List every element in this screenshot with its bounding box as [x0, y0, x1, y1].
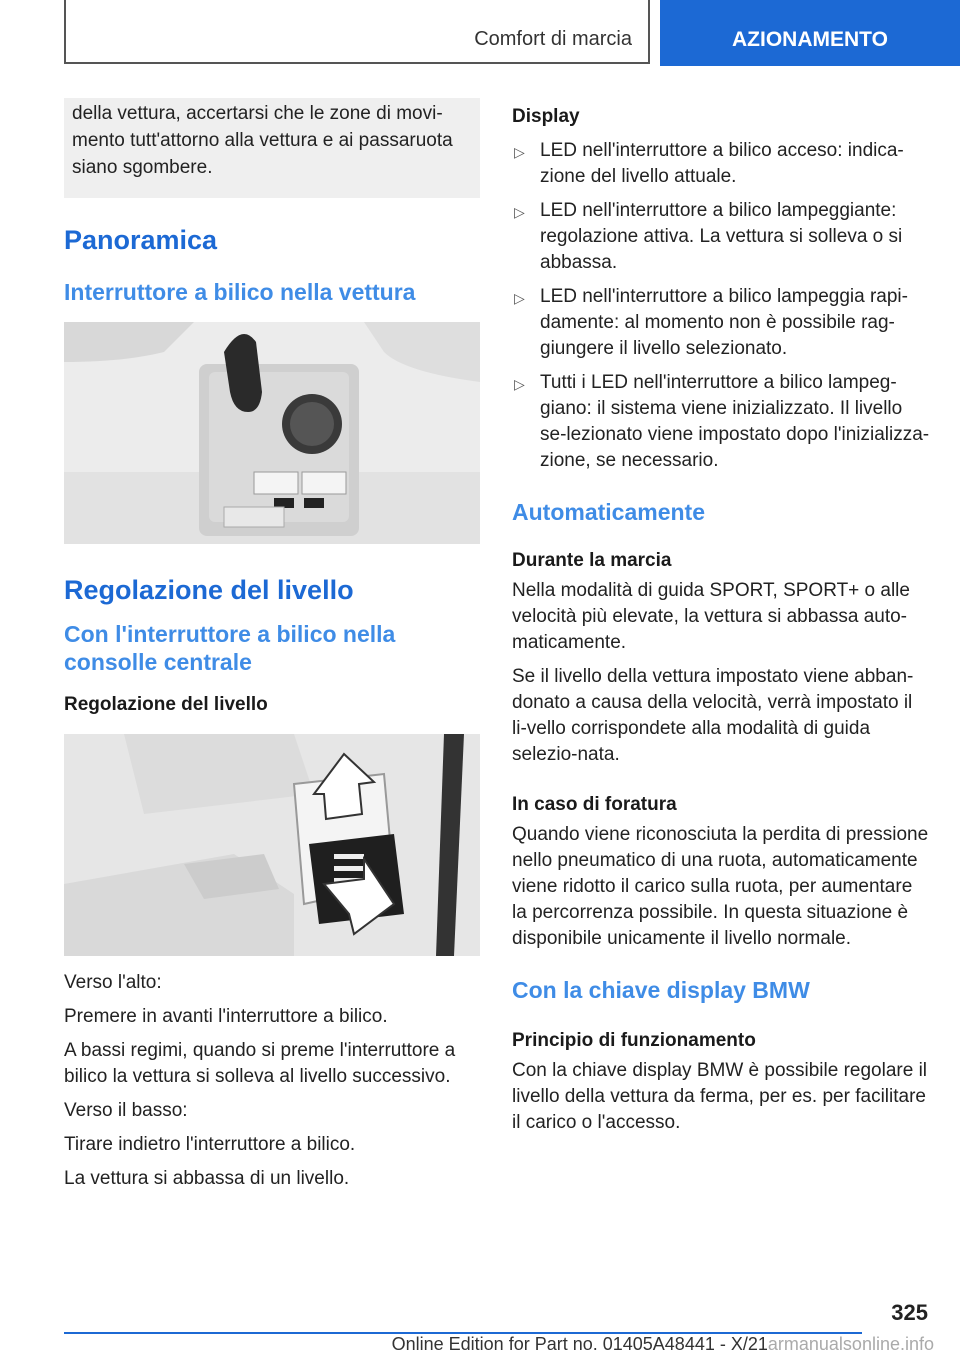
rocker-switch-illustration	[64, 734, 480, 956]
console-overview-image	[64, 322, 480, 544]
edition-footer	[0, 1334, 934, 1355]
para-bassi-regimi: A bassi regimi, quando si preme l'interruttore a bilico la vettura si solleva al livello successivo.	[64, 1040, 456, 1087]
rocker-switch-image	[64, 734, 480, 956]
page-header	[0, 0, 960, 66]
para-si-abbassa: La vettura si abbassa di un livello.	[64, 1168, 350, 1189]
para-verso-alto: Verso l'alto:	[64, 972, 162, 993]
list-item: ▷ LED nell'interruttore a bilico lampeggia rapi-damente: al momento non è possibile rag-giungere il livello selezionato.	[514, 286, 908, 359]
para-principio: Con la chiave display BMW è possibile regolare il livello della vettura da ferma, per es. per facilitare il carico o l'accesso.	[512, 1060, 928, 1133]
para-tirare-indietro: Tirare indietro l'interruttore a bilico.	[64, 1134, 356, 1155]
list-item: ▷ LED nell'interruttore a bilico acceso: indica-zione del livello attuale.	[514, 140, 904, 187]
triangle-bullet-icon: ▷	[514, 144, 525, 160]
heading-regolazione-livello: Regolazione del livello	[64, 575, 354, 605]
subheading-foratura: In caso di foratura	[512, 794, 677, 815]
para-premere-avanti: Premere in avanti l'interruttore a bilico.	[64, 1006, 388, 1027]
heading-con-interruttore: Con l'interruttore a bilico nella consolle centrale	[64, 621, 396, 675]
para-durante-2: Se il livello della vettura impostato viene abban-donato a causa della velocità, verrà impostato il li-vello corrispondete alla modalità di guida selezio-nata.	[512, 666, 914, 765]
para-foratura: Quando viene riconosciuta la perdita di pressione nello pneumatico di una ruota, automaticamente viene ridotto il carico sulla ruota, per aumentare la percorrenza possibile. In questa situazione è disponibile unicamente il livello normale.	[512, 824, 929, 949]
console-overview-illustration	[64, 322, 480, 544]
subheading-principio: Principio di funzionamento	[512, 1030, 756, 1051]
heading-automaticamente: Automaticamente	[512, 499, 705, 525]
heading-interruttore-vettura: Interruttore a bilico nella vettura	[64, 279, 416, 305]
left-column	[64, 98, 480, 1192]
display-list	[512, 138, 932, 474]
list-item: ▷ LED nell'interruttore a bilico lampeggiante: regolazione attiva. La vettura si solleva o si abbassa.	[514, 200, 903, 273]
left-body-text	[64, 970, 480, 1192]
triangle-bullet-icon: ▷	[514, 204, 525, 220]
header-chapter-label: AZIONAMENTO	[732, 28, 888, 51]
heading-chiave-display: Con la chiave display BMW	[512, 977, 810, 1003]
triangle-bullet-icon: ▷	[514, 290, 525, 306]
subheading-durante-marcia: Durante la marcia	[512, 550, 672, 571]
list-item: ▷ Tutti i LED nell'interruttore a bilico lampeg-giano: il sistema viene inizializzato. Il livello se-lezionato viene impostato dopo l'inizializza-zione, se necessario.	[514, 372, 930, 471]
subheading-regolazione-livello: Regolazione del livello	[64, 694, 268, 715]
watermark-text: armanualsonline.info	[767, 1334, 934, 1354]
header-section-title: Comfort di marcia	[474, 28, 632, 50]
warning-note: della vettura, accertarsi che le zone di movi-mento tutt'attorno alla vettura e ai passaruota siano sgombere.	[64, 98, 480, 198]
heading-panoramica: Panoramica	[64, 225, 218, 255]
triangle-bullet-icon: ▷	[514, 376, 525, 392]
page-number: 325	[891, 1300, 928, 1325]
para-verso-basso: Verso il basso:	[64, 1100, 188, 1121]
edition-text: Online Edition for Part no. 01405A48441 - X/21	[391, 1334, 768, 1354]
right-column	[512, 98, 932, 1136]
header-chapter-tab[interactable]	[660, 0, 960, 66]
para-durante-1: Nella modalità di guida SPORT, SPORT+ o alle velocità più elevate, la vettura si abbassa auto-maticamente.	[512, 580, 910, 653]
heading-display: Display	[512, 106, 580, 127]
header-section-box	[64, 0, 650, 64]
